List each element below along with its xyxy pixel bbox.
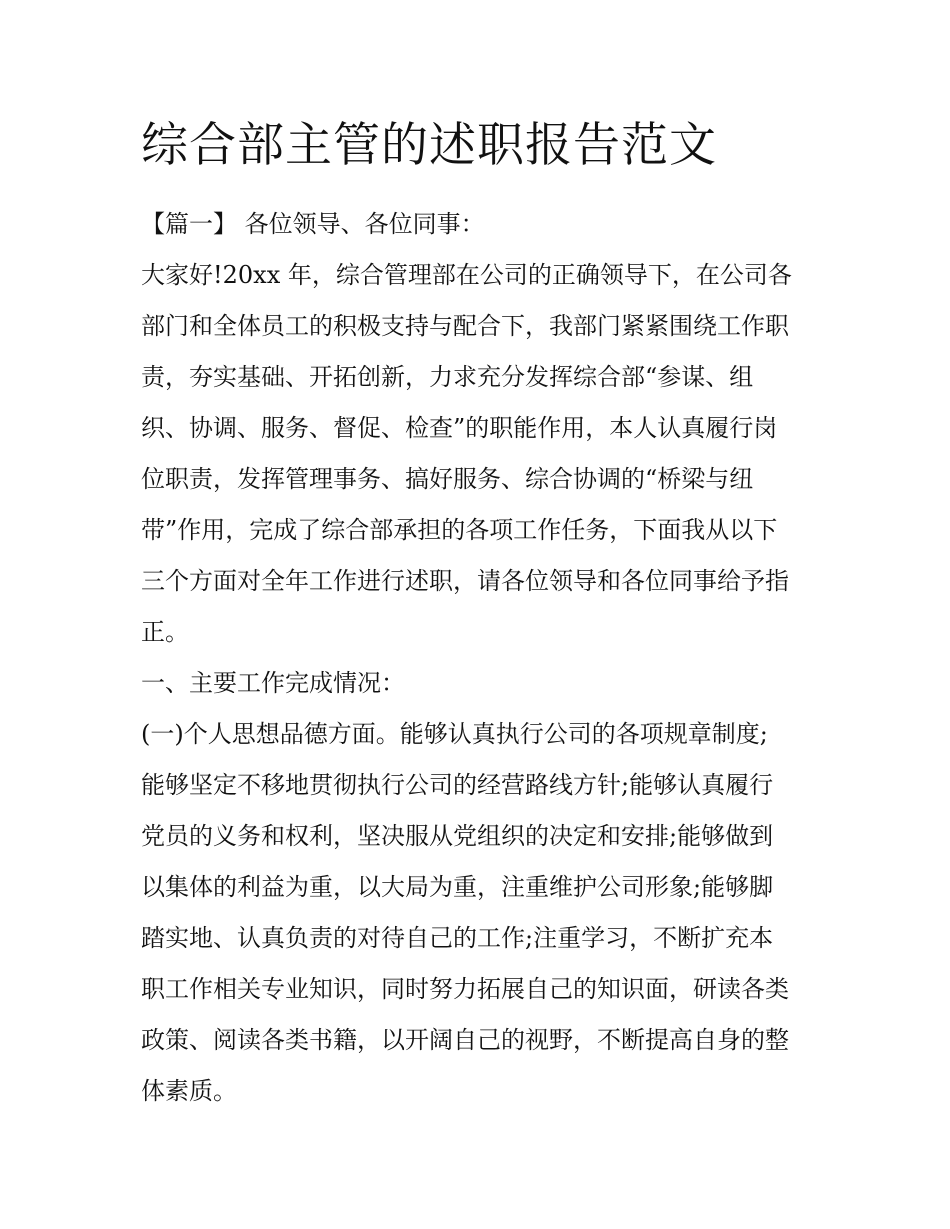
text-line: 位职责，发挥管理事务、搞好服务、综合协调的“桥梁与纽 xyxy=(141,465,754,493)
text-line: 体素质。 xyxy=(141,1077,237,1105)
text-line: 部门和全体员工的积极支持与配合下，我部门紧紧围绕工作职 xyxy=(141,312,789,340)
text-line: (一)个人思想品德方面。能够认真执行公司的各项规章制度; xyxy=(141,720,768,748)
text-line: 带”作用，完成了综合部承担的各项工作任务，下面我从以下 xyxy=(141,516,778,544)
text-line: 职工作相关专业知识，同时努力拓展自己的知识面，研读各类 xyxy=(141,975,789,1003)
text-line: 大家好!20xx 年，综合管理部在公司的正确领导下，在公司各 xyxy=(141,261,792,289)
text-line: 三个方面对全年工作进行述职，请各位领导和各位同事给予指 xyxy=(141,567,789,595)
text-line: 以集体的利益为重，以大局为重，注重维护公司形象;能够脚 xyxy=(141,873,774,901)
text-line: 能够坚定不移地贯彻执行公司的经营路线方针;能够认真履行 xyxy=(141,771,774,799)
text-line: 党员的义务和权利，坚决服从党组织的决定和安排;能够做到 xyxy=(141,822,774,850)
text-line: 责，夯实基础、开拓创新，力求充分发挥综合部“参谋、组 xyxy=(141,363,754,391)
text-line: 正。 xyxy=(141,618,189,646)
text-line: 【篇一】 各位领导、各位同事： xyxy=(141,210,485,238)
text-line: 织、协调、服务、督促、检查”的职能作用，本人认真履行岗 xyxy=(141,414,778,442)
text-line: 政策、阅读各类书籍，以开阔自己的视野，不断提高自身的整 xyxy=(141,1026,789,1054)
text-line: 踏实地、认真负责的对待自己的工作;注重学习，不断扩充本 xyxy=(141,924,774,952)
document-title: 综合部主管的述职报告范文 xyxy=(141,118,717,173)
section-heading: 一、主要工作完成情况： xyxy=(141,669,405,697)
